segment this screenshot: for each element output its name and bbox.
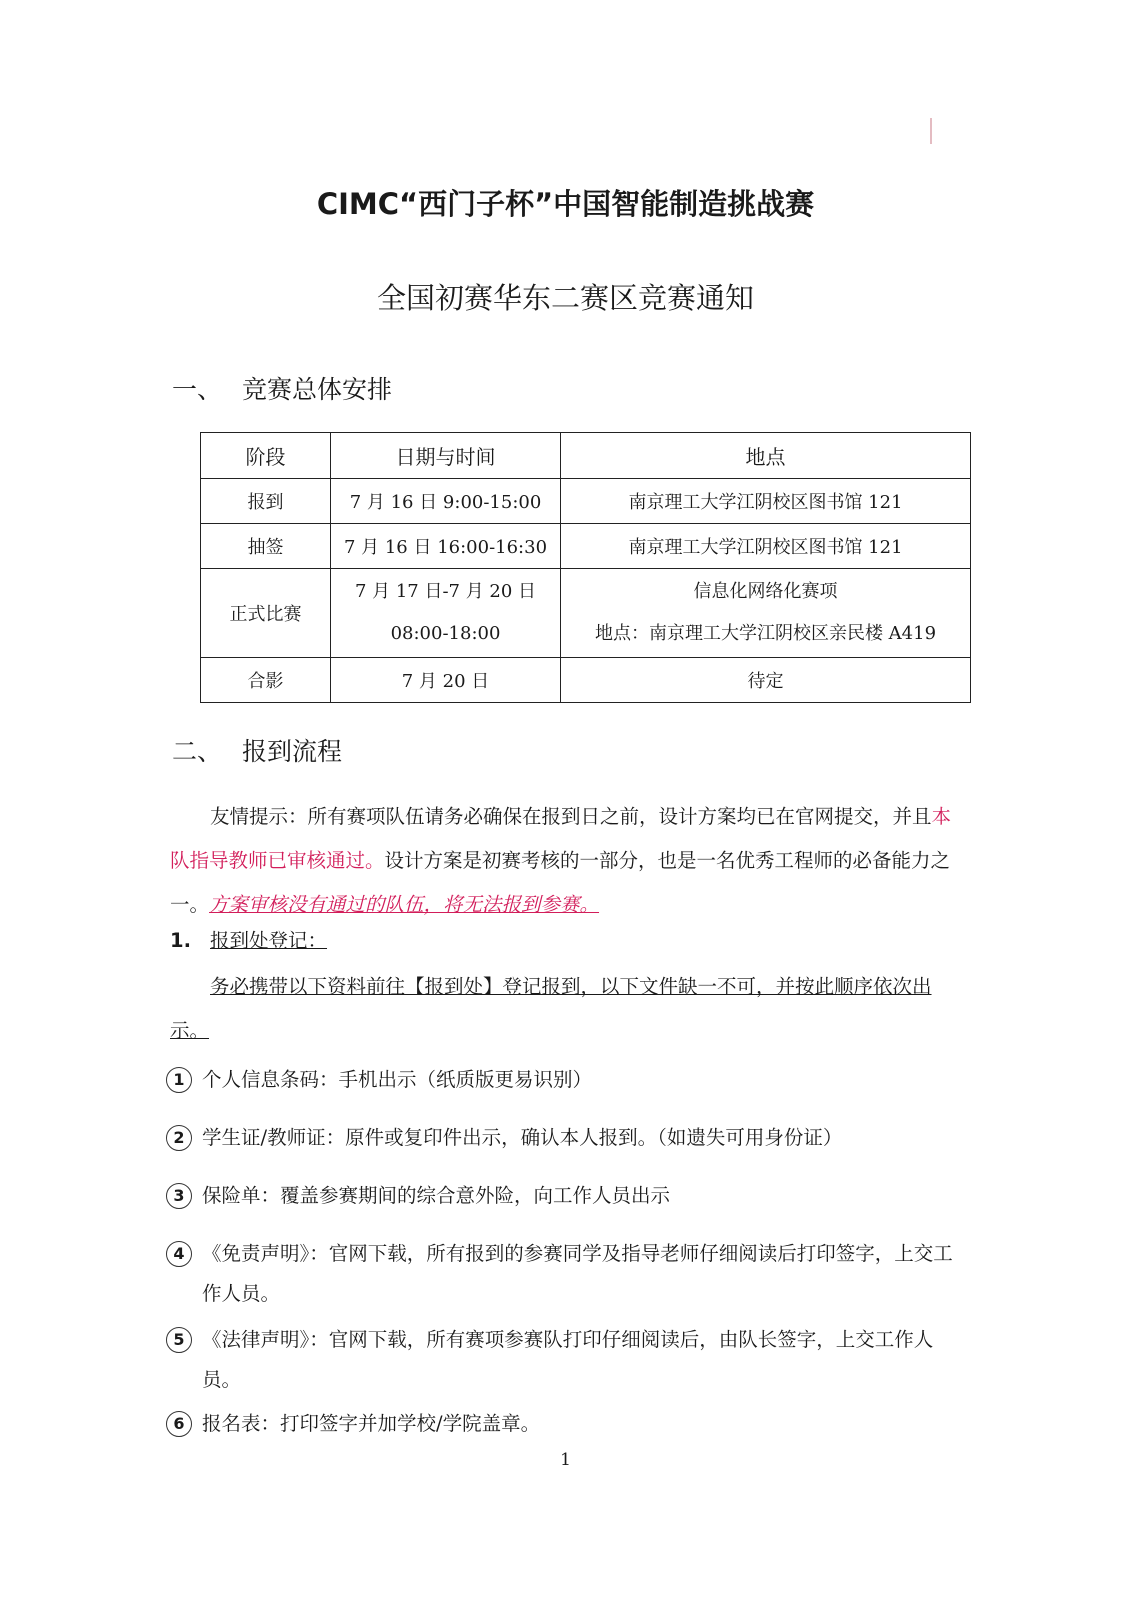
item-1-description: 务必携带以下资料前往【报到处】登记报到，以下文件缺一不可，并按此顺序依次出示。 xyxy=(170,975,932,1042)
requirement-text: 保险单：覆盖参赛期间的综合意外险，向工作人员出示 xyxy=(202,1184,671,1207)
header-stage: 阶段 xyxy=(201,433,331,479)
section-1-title: 竞赛总体安排 xyxy=(242,375,393,404)
stage-cell: 正式比赛 xyxy=(201,569,331,658)
time-cell xyxy=(331,569,561,658)
scan-mark xyxy=(930,118,932,144)
place-cell: 南京理工大学江阴校区图书馆 121 xyxy=(561,479,971,524)
requirement-text: 学生证/教师证：原件或复印件出示，确认本人报到。（如遗失可用身份证） xyxy=(202,1126,843,1149)
page-number: 1 xyxy=(560,1450,571,1470)
time-cell: 7 月 16 日 16:00-16:30 xyxy=(331,524,561,569)
time-cell: 7 月 16 日 9:00-15:00 xyxy=(331,479,561,524)
notice-highlight: 本队指导教师已审核通过。 xyxy=(170,805,952,872)
time-line-1: 7 月 17 日-7 月 20 日 xyxy=(354,581,537,602)
place-line-1: 信息化网络化赛项 xyxy=(693,581,838,602)
header-place: 地点 xyxy=(561,433,971,479)
notice-text-2: 设计方案是初赛考核的一部分，也是一名优秀工程师的必备能力之一。 xyxy=(170,849,951,916)
place-cell xyxy=(561,569,971,658)
section-2-number: 二、 xyxy=(172,737,223,766)
time-cell: 7 月 20 日 xyxy=(331,658,561,703)
notice-paragraph xyxy=(170,795,960,927)
table-row xyxy=(201,524,971,569)
circled-number-icon: 3 xyxy=(166,1183,192,1209)
time-line-2: 08:00-18:00 xyxy=(390,623,501,644)
circled-number-icon: 1 xyxy=(166,1067,192,1093)
table-row xyxy=(201,569,971,658)
section-1-heading xyxy=(172,370,392,406)
requirement-item xyxy=(166,1060,966,1100)
section-2-title: 报到流程 xyxy=(242,737,343,766)
circled-number-icon: 2 xyxy=(166,1125,192,1151)
notice-text-1: 友情提示：所有赛项队伍请务必确保在报到日之前，设计方案均已在官网提交，并且 xyxy=(210,805,932,828)
stage-cell: 合影 xyxy=(201,658,331,703)
requirement-text: 《免责声明》：官网下载，所有报到的参赛同学及指导老师仔细阅读后打印签字，上交工作人员。 xyxy=(202,1242,953,1305)
requirement-text: 《法律声明》：官网下载，所有赛项参赛队打印仔细阅读后，由队长签字，上交工作人员。 xyxy=(202,1328,934,1391)
table-row xyxy=(201,658,971,703)
place-line-2: 地点：南京理工大学江阴校区亲民楼 A419 xyxy=(594,623,937,644)
circled-number-icon: 5 xyxy=(166,1327,192,1353)
item-1-number: 1. xyxy=(170,929,191,952)
requirement-text: 个人信息条码：手机出示（纸质版更易识别） xyxy=(202,1068,593,1091)
place-cell: 待定 xyxy=(561,658,971,703)
place-cell: 南京理工大学江阴校区图书馆 121 xyxy=(561,524,971,569)
stage-cell: 报到 xyxy=(201,479,331,524)
item-1-heading xyxy=(170,925,327,953)
title-line-2: 全国初赛华东二赛区竞赛通知 xyxy=(376,281,754,315)
section-2-heading xyxy=(172,732,342,768)
table-header-row xyxy=(201,433,971,479)
stage-cell: 抽签 xyxy=(201,524,331,569)
schedule-table xyxy=(200,432,971,703)
circled-number-icon: 4 xyxy=(166,1241,192,1267)
requirement-item xyxy=(166,1118,966,1158)
requirement-item xyxy=(166,1404,966,1444)
title-line-1: CIMC“西门子杯”中国智能制造挑战赛 xyxy=(316,187,815,221)
requirement-item xyxy=(166,1320,966,1400)
requirement-text: 报名表：打印签字并加学校/学院盖章。 xyxy=(202,1412,541,1435)
requirement-item xyxy=(166,1176,966,1216)
notice-warning: 方案审核没有通过的队伍，将无法报到参赛。 xyxy=(209,893,600,916)
section-1-number: 一、 xyxy=(172,375,223,404)
circled-number-icon: 6 xyxy=(166,1411,192,1437)
item-1-title: 报到处登记： xyxy=(210,929,328,952)
table-row xyxy=(201,479,971,524)
header-time: 日期与时间 xyxy=(331,433,561,479)
requirement-item xyxy=(166,1234,966,1314)
